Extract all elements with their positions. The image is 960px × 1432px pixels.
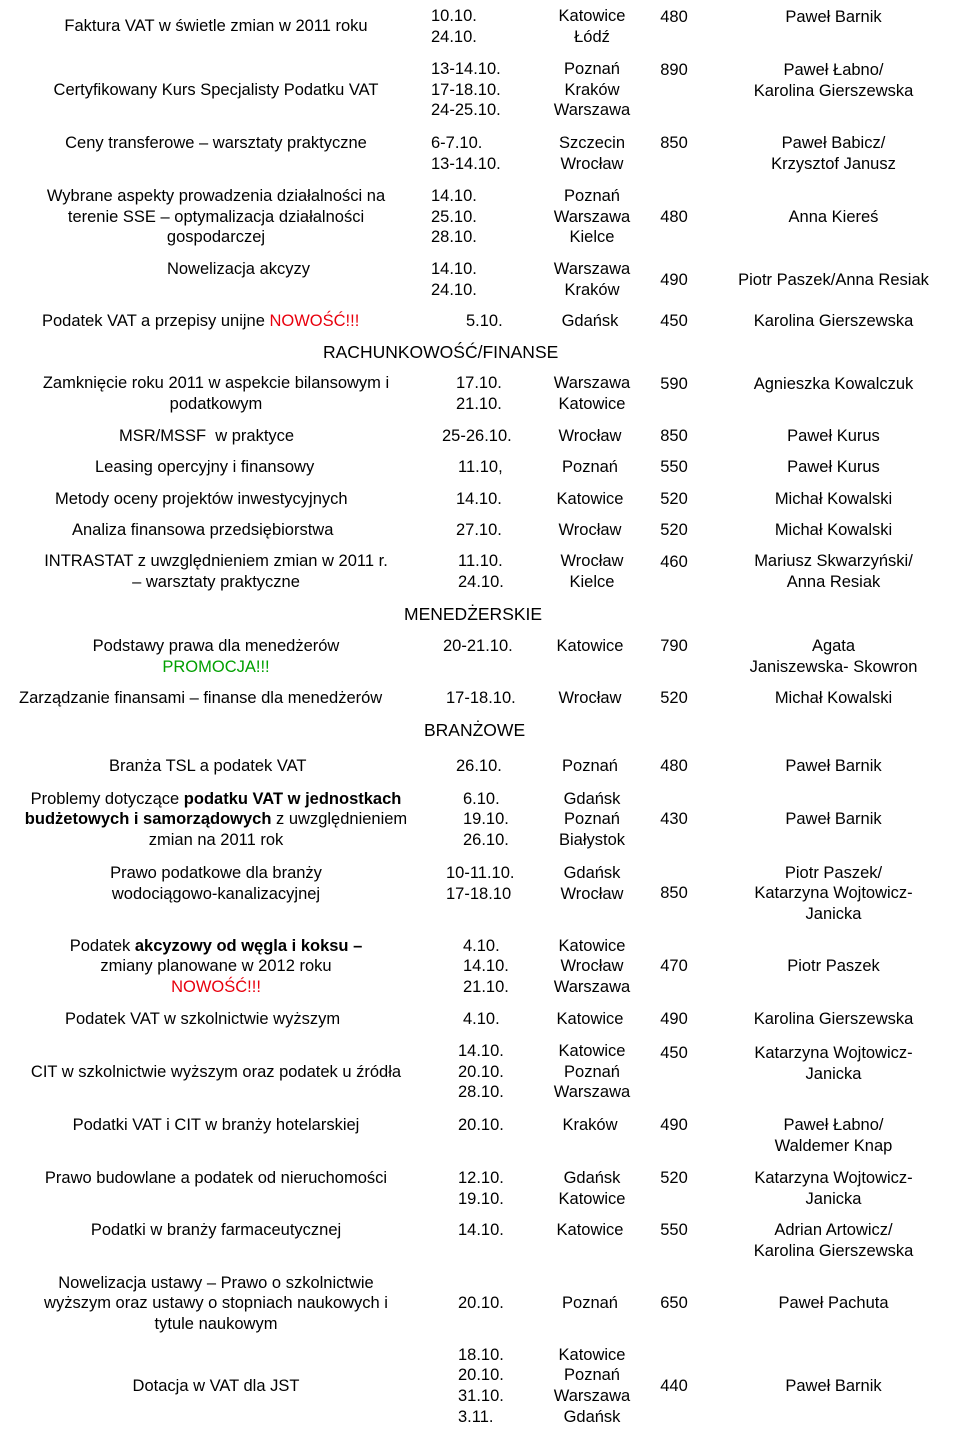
- course-title: Podstawy prawa dla menedżerów PROMOCJA!!!: [92, 636, 340, 676]
- course-trainer: Paweł Barnik: [785, 1376, 882, 1395]
- table-row: [0, 180, 960, 254]
- course-title: Podatki VAT i CIT w branży hotelarskiej: [72, 1116, 360, 1134]
- course-trainer: Agata Janiszewska- Skowron: [749, 636, 918, 676]
- course-trainer: Paweł Łabno/ Karolina Gierszewska: [753, 61, 914, 100]
- course-cities: Katowice Łódź: [558, 6, 626, 46]
- course-cities: Poznań: [562, 1294, 618, 1313]
- course-title: Dotacja w VAT dla JST: [132, 1376, 300, 1395]
- course-dates: 20-21.10.: [443, 637, 513, 655]
- course-title: Zamknięcie roku 2011 w aspekcie bilansowym i podatkowym: [42, 374, 390, 413]
- table-row: [0, 483, 960, 515]
- course-cities: Katowice: [556, 637, 624, 655]
- table-row: [0, 1035, 960, 1109]
- course-price: 460: [660, 553, 688, 571]
- table-row: [0, 782, 960, 857]
- course-cities: Gdańsk Poznań Białystok: [558, 789, 626, 849]
- table-row: [0, 515, 960, 546]
- table-row: [0, 546, 960, 598]
- course-dates: 26.10.: [456, 756, 502, 775]
- course-title: Zarządzanie finansami – finanse dla menedżerów: [19, 689, 383, 708]
- new-badge: NOWOŚĆ!!!: [269, 312, 360, 331]
- course-title: INTRASTAT z uwzględnieniem zmian w 2011 r. – warsztaty praktyczne: [44, 552, 388, 591]
- course-dates: 14.10. 24.10.: [431, 260, 477, 299]
- course-trainer: Agnieszka Kowalczuk: [753, 375, 914, 393]
- table-row: [0, 750, 960, 782]
- course-trainer: Paweł Kurus: [787, 458, 880, 477]
- course-trainer: Anna Kiereś: [788, 207, 879, 226]
- table-row: [0, 1003, 960, 1035]
- course-dates: 18.10. 20.10. 31.10. 3.11.: [458, 1345, 504, 1426]
- course-cities: Gdańsk Katowice: [558, 1168, 626, 1208]
- course-dates: 10.10. 24.10.: [431, 6, 477, 46]
- course-title: Podatek VAT w szkolnictwie wyższym: [65, 1009, 341, 1028]
- section-header: [0, 598, 960, 630]
- course-title: Wybrane aspekty prowadzenia działalności na terenie SSE – optymalizacja działalności gospodarczej: [46, 187, 386, 247]
- course-title: Nowelizacja akcyzy: [166, 260, 310, 278]
- course-price: 480: [660, 756, 688, 775]
- table-row: [0, 254, 960, 306]
- course-dates: 10-11.10. 17-18.10: [446, 864, 515, 903]
- course-dates: 13-14.10. 17-18.10. 24-25.10.: [431, 60, 501, 120]
- course-trainer: Paweł Barnik: [785, 756, 882, 775]
- course-price: 790: [660, 637, 688, 655]
- course-title: Ceny transferowe – warsztaty praktyczne: [65, 134, 367, 152]
- course-trainer: Karolina Gierszewska: [753, 312, 914, 331]
- course-dates: 17.10. 21.10.: [456, 374, 502, 413]
- course-dates: 17-18.10.: [446, 689, 516, 708]
- course-title: Leasing opercyjny i finansowy: [95, 458, 315, 477]
- course-cities: Poznań Kraków Warszawa: [553, 60, 631, 120]
- course-price: 850: [660, 134, 688, 152]
- table-row: [0, 306, 960, 337]
- course-cities: Gdańsk Wrocław: [560, 864, 624, 903]
- course-dates: 6.10. 19.10. 26.10.: [463, 789, 509, 849]
- course-cities: Katowice Poznań Warszawa: [553, 1042, 631, 1102]
- course-cities: Gdańsk: [561, 312, 619, 331]
- course-price: 650: [660, 1294, 688, 1313]
- course-trainer: Mariusz Skwarzyński/ Anna Resiak: [754, 552, 913, 591]
- course-price: 450: [660, 312, 688, 331]
- course-price: 440: [660, 1376, 688, 1395]
- table-row: [0, 1215, 960, 1267]
- course-price: 590: [660, 375, 688, 393]
- course-price: 520: [660, 489, 688, 508]
- course-trainer: Michał Kowalski: [774, 689, 893, 708]
- course-price: 520: [660, 689, 688, 708]
- course-trainer: Karolina Gierszewska: [753, 1009, 914, 1028]
- section-title-branzowe: BRANŻOWE: [424, 720, 526, 741]
- course-price: 850: [660, 426, 688, 445]
- course-cities: Wrocław: [558, 521, 622, 540]
- table-row: [0, 368, 960, 420]
- course-price: 480: [660, 207, 688, 226]
- table-row: [0, 420, 960, 452]
- table-row: [0, 683, 960, 714]
- table-row: [0, 1267, 960, 1340]
- course-trainer: Piotr Paszek: [787, 957, 880, 976]
- course-cities: Poznań Warszawa Kielce: [553, 187, 631, 247]
- table-row: [0, 857, 960, 930]
- course-price: 490: [660, 1009, 688, 1028]
- course-trainer: Piotr Paszek/Anna Resiak: [738, 270, 929, 289]
- table-row: [0, 1109, 960, 1162]
- course-dates: 6-7.10. 13-14.10.: [431, 133, 501, 173]
- course-cities: Szczecin Wrocław: [558, 133, 626, 173]
- course-price: 490: [660, 1116, 688, 1134]
- course-dates: 20.10.: [458, 1294, 504, 1313]
- course-trainer: Michał Kowalski: [774, 521, 893, 540]
- table-row: [0, 127, 960, 180]
- course-cities: Wrocław: [558, 689, 622, 708]
- section-title-rachunkowosc: RACHUNKOWOŚĆ/FINANSE: [323, 342, 559, 363]
- course-dates: 14.10. 20.10. 28.10.: [458, 1042, 504, 1102]
- course-dates: 14.10.: [458, 1221, 504, 1239]
- table-row: [0, 1162, 960, 1215]
- course-title: Metody oceny projektów inwestycyjnych: [55, 489, 348, 508]
- course-title: Podatek akcyzowy od węgla i koksu – zmiany planowane w 2012 roku NOWOŚĆ!!!: [69, 936, 363, 996]
- course-price: 470: [660, 957, 688, 976]
- course-dates: 20.10.: [458, 1116, 504, 1134]
- table-row: [0, 53, 960, 127]
- course-dates: 5.10.: [466, 312, 503, 331]
- course-dates: 14.10.: [456, 489, 502, 508]
- course-cities: Katowice Poznań Warszawa Gdańsk: [553, 1345, 631, 1426]
- table-row: [0, 930, 960, 1003]
- course-dates: 11.10. 24.10.: [458, 552, 504, 591]
- course-trainer: Paweł Pachuta: [778, 1294, 889, 1313]
- table-row: [0, 630, 960, 683]
- course-title: Problemy dotyczące podatku VAT w jednostkach budżetowych i samorządowych z uwzględnieniem zmian na 2011 rok: [24, 789, 408, 849]
- course-dates: 12.10. 19.10.: [458, 1168, 504, 1208]
- section-header: [0, 714, 960, 747]
- course-cities: Katowice Wrocław Warszawa: [553, 936, 631, 996]
- course-cities: Katowice: [556, 1009, 624, 1028]
- course-price: 850: [660, 884, 688, 903]
- new-badge: NOWOŚĆ!!!: [171, 977, 261, 996]
- course-price: 450: [660, 1044, 688, 1062]
- course-cities: Katowice: [556, 489, 624, 508]
- course-trainer: Katarzyna Wojtowicz- Janicka: [754, 1044, 913, 1083]
- course-price: 520: [660, 521, 688, 540]
- course-title: Podatki w branży farmaceutycznej: [90, 1221, 342, 1239]
- table-row: [0, 0, 960, 53]
- course-dates: 4.10. 14.10. 21.10.: [463, 936, 509, 996]
- course-dates: 4.10.: [463, 1009, 500, 1028]
- table-row: [0, 452, 960, 483]
- course-dates: 25-26.10.: [442, 426, 512, 445]
- course-price: 490: [660, 270, 688, 289]
- course-title: MSR/MSSF w praktyce: [119, 426, 295, 445]
- course-trainer: Katarzyna Wojtowicz- Janicka: [754, 1168, 913, 1208]
- course-cities: Poznań: [562, 756, 618, 775]
- section-header: [0, 337, 960, 368]
- course-trainer: Paweł Babicz/ Krzysztof Janusz: [771, 133, 896, 173]
- course-price: 890: [660, 61, 688, 79]
- section-title-menedzerskie: MENEDŻERSKIE: [404, 603, 543, 624]
- course-dates: 14.10. 25.10. 28.10.: [431, 187, 477, 247]
- course-trainer: Adrian Artowicz/ Karolina Gierszewska: [753, 1221, 914, 1260]
- course-title: Prawo podatkowe dla branży wodociągowo-kanalizacyjnej: [110, 864, 322, 903]
- course-cities: Wrocław: [558, 426, 622, 445]
- course-cities: Warszawa Katowice: [553, 374, 631, 413]
- course-cities: Wrocław Kielce: [560, 552, 624, 591]
- course-price: 550: [660, 458, 688, 477]
- course-title: Podatek VAT a przepisy unijne NOWOŚĆ!!!: [42, 312, 360, 331]
- course-trainer: Paweł Kurus: [787, 426, 880, 445]
- course-trainer: Paweł Łabno/ Waldemer Knap: [774, 1115, 893, 1155]
- course-title: Branża TSL a podatek VAT: [109, 756, 307, 775]
- course-title: Faktura VAT w świetle zmian w 2011 roku: [64, 17, 368, 36]
- course-trainer: Piotr Paszek/ Katarzyna Wojtowicz- Janicka: [754, 863, 913, 923]
- course-price: 550: [660, 1221, 688, 1239]
- course-trainer: Paweł Barnik: [785, 8, 882, 26]
- course-price: 520: [660, 1169, 688, 1187]
- course-trainer: Michał Kowalski: [774, 489, 893, 508]
- table-row: [0, 1340, 960, 1432]
- promo-badge: PROMOCJA!!!: [162, 657, 270, 676]
- course-price: 480: [660, 8, 688, 26]
- course-title: Analiza finansowa przedsiębiorstwa: [72, 521, 334, 540]
- course-cities: Kraków: [562, 1116, 618, 1134]
- course-title: Prawo budowlane a podatek od nieruchomości: [44, 1169, 388, 1187]
- course-trainer: Paweł Barnik: [785, 810, 882, 829]
- course-price: 430: [660, 810, 688, 829]
- course-cities: Katowice: [556, 1221, 624, 1239]
- course-title: Nowelizacja ustawy – Prawo o szkolnictwie wyższym oraz ustawy o stopniach naukowych i tytule naukowym: [44, 1273, 388, 1333]
- course-cities: Warszawa Kraków: [553, 260, 631, 299]
- course-dates: 11.10,: [458, 458, 503, 477]
- course-dates: 27.10.: [456, 521, 502, 540]
- course-cities: Poznań: [562, 458, 618, 477]
- course-title: CIT w szkolnictwie wyższym oraz podatek u źródła: [30, 1062, 402, 1081]
- course-title: Certyfikowany Kurs Specjalisty Podatku VAT: [53, 80, 379, 99]
